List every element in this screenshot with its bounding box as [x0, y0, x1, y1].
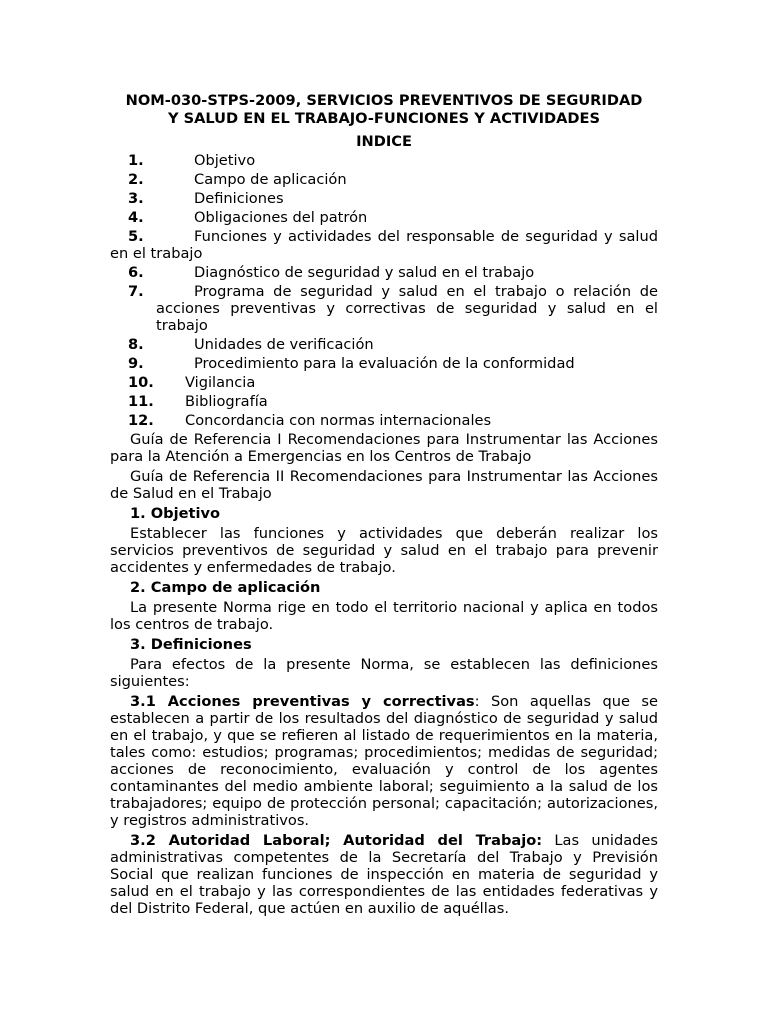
reference-guide-2: Guía de Referencia II Recomendaciones para Instrumentar las Acciones de Salud en el Trabajo [110, 468, 658, 502]
toc-item-text: Bibliografía [185, 393, 268, 410]
toc-item-text: Campo de aplicación [194, 171, 347, 188]
toc-item [110, 374, 658, 391]
reference-guide-1: Guía de Referencia I Recomendaciones para Instrumentar las Acciones para la Atención a Emergencias en los Centros de Trabajo [110, 431, 658, 465]
toc-item [110, 228, 658, 262]
table-of-contents [110, 152, 658, 429]
toc-item-text: Obligaciones del patrón [194, 209, 368, 226]
toc-item [110, 393, 658, 410]
document-title [110, 92, 658, 128]
toc-item [110, 209, 658, 226]
section-1-heading: 1. Objetivo [130, 505, 221, 522]
section-3-text: Para efectos de la presente Norma, se establecen las definiciones siguientes: [110, 656, 658, 690]
toc-item-number: 2. [128, 171, 144, 188]
toc-item-text: Objetivo [194, 152, 256, 169]
toc-item-text: Procedimiento para la evaluación de la conformidad [194, 355, 575, 372]
toc-item [110, 283, 658, 334]
definition-3-2 [110, 832, 658, 917]
title-line-1: NOM-030-STPS-2009, SERVICIOS PREVENTIVOS DE SEGURIDAD [125, 92, 643, 109]
toc-item-number: 7. [128, 283, 144, 300]
toc-item-text: Vigilancia [185, 374, 256, 391]
toc-item-number: 1. [128, 152, 144, 169]
toc-item [110, 152, 658, 169]
definition-3-2-text: Las unidades administrativas competentes de la Secretaría del Trabajo y Previsión Social que realizan funciones de inspección en materia de seguridad y salud en el trabajo y las correspondientes de las entidades federativas y del Distrito Federal, que actúen en auxilio de aquéllas. [110, 832, 658, 917]
definition-3-2-term: 3.2 Autoridad Laboral; Autoridad del Trabajo: [130, 832, 543, 849]
toc-item-text: Programa de seguridad y salud en el trabajo o relación de acciones preventivas y correctivas de seguridad y salud en el trabajo [156, 283, 658, 334]
title-line-2: Y SALUD EN EL TRABAJO-FUNCIONES Y ACTIVIDADES [167, 110, 601, 127]
toc-item [110, 171, 658, 188]
toc-item-number: 12. [128, 412, 154, 429]
definition-3-1-term: 3.1 Acciones preventivas y correctivas [130, 693, 475, 710]
toc-item-number: 4. [128, 209, 144, 226]
section-1-text: Establecer las funciones y actividades que deberán realizar los servicios preventivos de seguridad y salud en el trabajo para prevenir accidentes y enfermedades de trabajo. [110, 525, 658, 576]
toc-item-text: Definiciones [194, 190, 284, 207]
toc-item-text: Funciones y actividades del responsable de seguridad y salud en el trabajo [110, 228, 658, 262]
toc-item [110, 190, 658, 207]
toc-item-number: 11. [128, 393, 154, 410]
toc-item-number: 5. [128, 228, 144, 245]
definition-3-1-text: : Son aquellas que se establecen a partir de los resultados del diagnóstico de seguridad y salud en el trabajo, y que se refieren al listado de requerimientos en la materia, tales como: estudios; programas; procedimientos; medidas de seguridad; acciones de reconocimiento, evaluación y control de los agentes contaminantes del medio ambiente laboral; seguimiento a la salud de los trabajadores; equipo de protección personal; capacitación; autorizaciones, y registros administrativos. [110, 693, 658, 829]
index-heading: INDICE [356, 133, 412, 150]
toc-item [110, 355, 658, 372]
section-3-heading: 3. Definiciones [130, 636, 252, 653]
toc-item-text: Unidades de verificación [194, 336, 374, 353]
toc-item-number: 10. [128, 374, 154, 391]
toc-item-number: 6. [128, 264, 144, 281]
toc-item-number: 8. [128, 336, 144, 353]
toc-item [110, 412, 658, 429]
toc-item-number: 9. [128, 355, 144, 372]
toc-item-number: 3. [128, 190, 144, 207]
toc-item-text: Diagnóstico de seguridad y salud en el trabajo [194, 264, 535, 281]
toc-item [110, 336, 658, 353]
section-2-heading: 2. Campo de aplicación [130, 579, 321, 596]
definition-3-1 [110, 693, 658, 829]
section-2-text: La presente Norma rige en todo el territorio nacional y aplica en todos los centros de trabajo. [110, 599, 658, 633]
document-page [110, 92, 658, 920]
toc-item-text: Concordancia con normas internacionales [185, 412, 492, 429]
toc-item [110, 264, 658, 281]
